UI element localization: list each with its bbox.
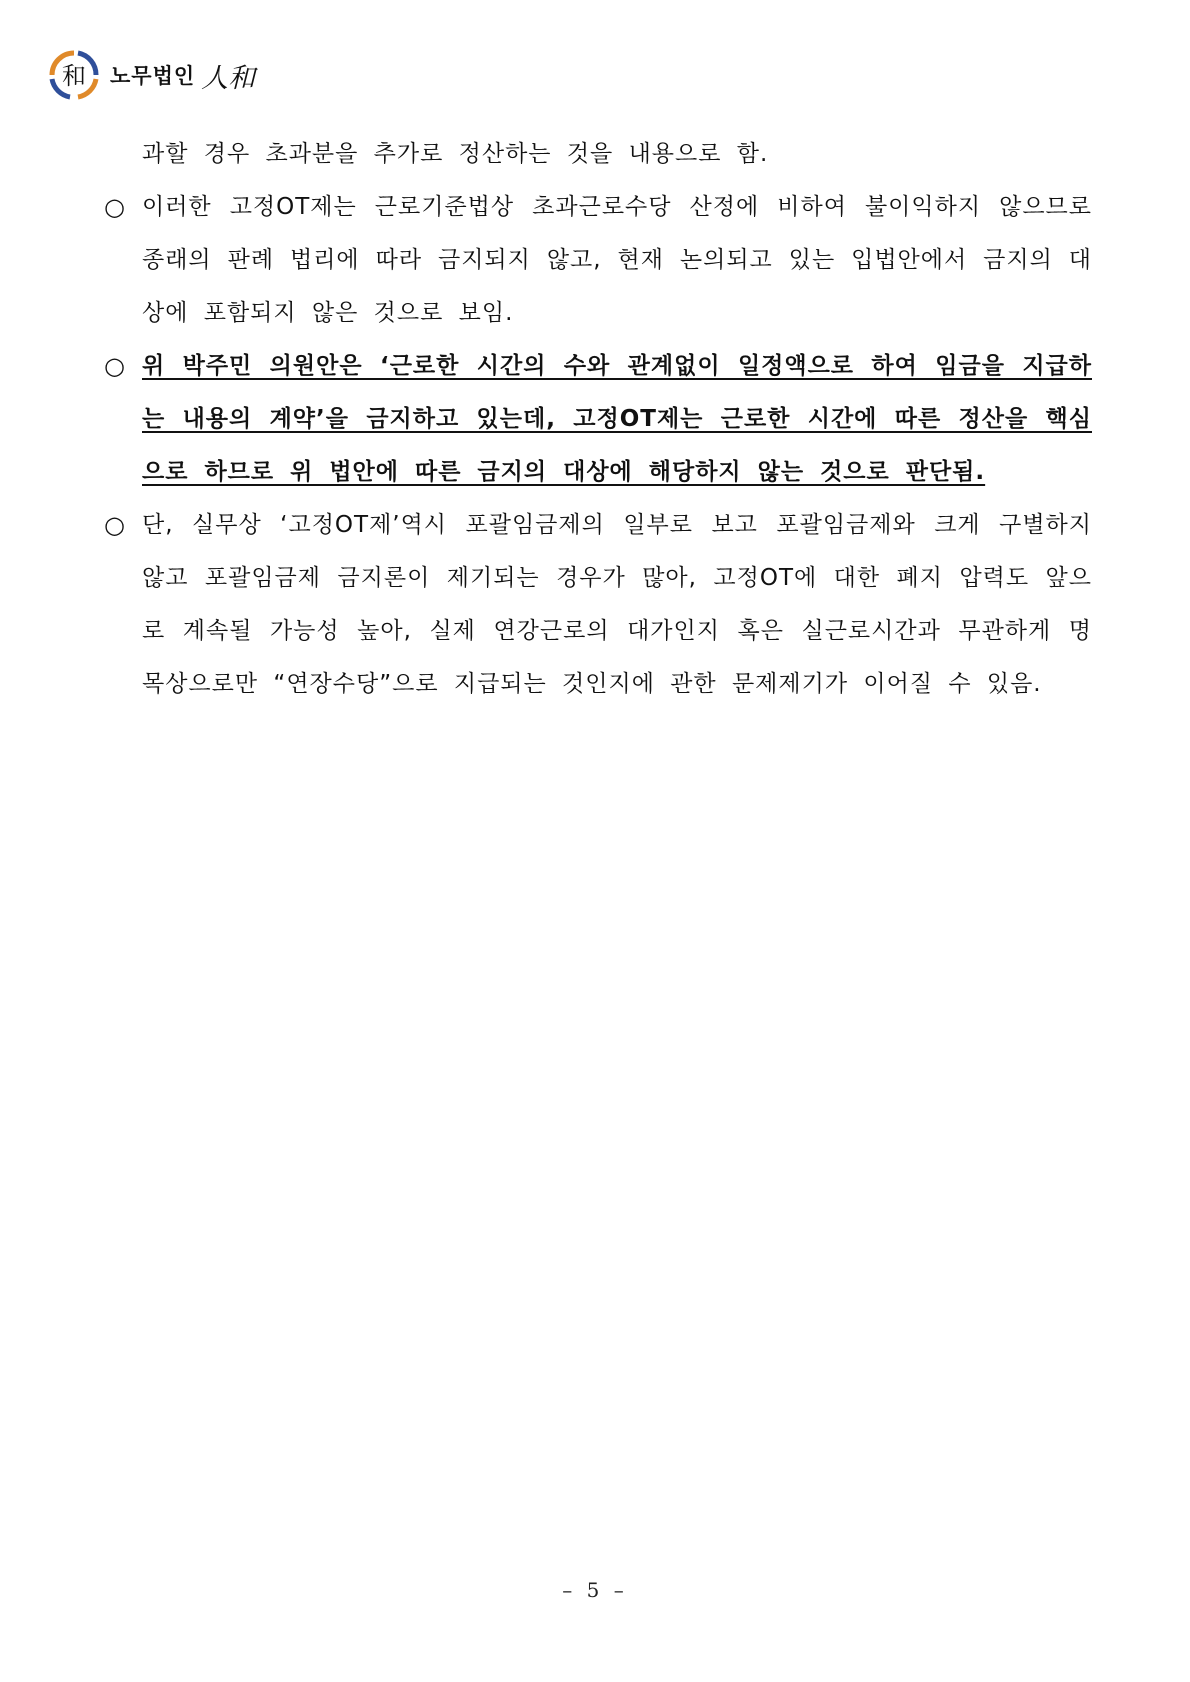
paragraph-item [104,499,1096,711]
paragraph-text-bold-underlined: 위 박주민 의원안은 ‘근로한 시간의 수와 관계없이 일정액으로 하여 임금을 지급하는 내용의 계약’을 금지하고 있는데, 고정OT제는 근로한 시간에 따른 정산을 핵심으로 하므로 위 법안에 따른 금지의 대상에 해당하지 않는 것으로 판단됨. [142,353,1092,485]
circle-bullet-icon: ○ [104,193,125,221]
firm-name: 노무법인 [110,64,196,88]
letterhead [48,48,255,102]
firm-logo-icon [48,49,100,101]
paragraph-item [104,181,1096,340]
page-number: – 5 – [562,1578,628,1602]
logo-character: 和 [62,62,86,90]
paragraph-text: 과할 경우 초과분을 추가로 정산하는 것을 내용으로 함. [142,141,769,167]
paragraph-continuation [104,128,1096,181]
paragraph-text: 단, 실무상 ‘고정OT제’역시 포괄임금제의 일부로 보고 포괄임금제와 크게 구별하지 않고 포괄임금제 금지론이 제기되는 경우가 많아, 고정OT에 대한 폐지 압력도 앞으로 계속될 가능성 높아, 실제 연강근로의 대가인지 혹은 실근로시간과 무관하게 명목상으로만 “연장수당”으로 지급되는 것인지에 관한 문제제기가 이어질 수 있음. [142,512,1092,697]
firm-name-hanja: 人和 [201,62,256,94]
paragraph-item-emphasized [104,340,1096,499]
circle-bullet-icon: ○ [104,352,125,380]
circle-bullet-icon: ○ [104,511,125,539]
document-body [104,128,1096,711]
paragraph-text: 이러한 고정OT제는 근로기준법상 초과근로수당 산정에 비하여 불이익하지 않으므로 종래의 판례 법리에 따라 금지되지 않고, 현재 논의되고 있는 입법안에서 금지의 대상에 포함되지 않은 것으로 보임. [142,194,1092,326]
